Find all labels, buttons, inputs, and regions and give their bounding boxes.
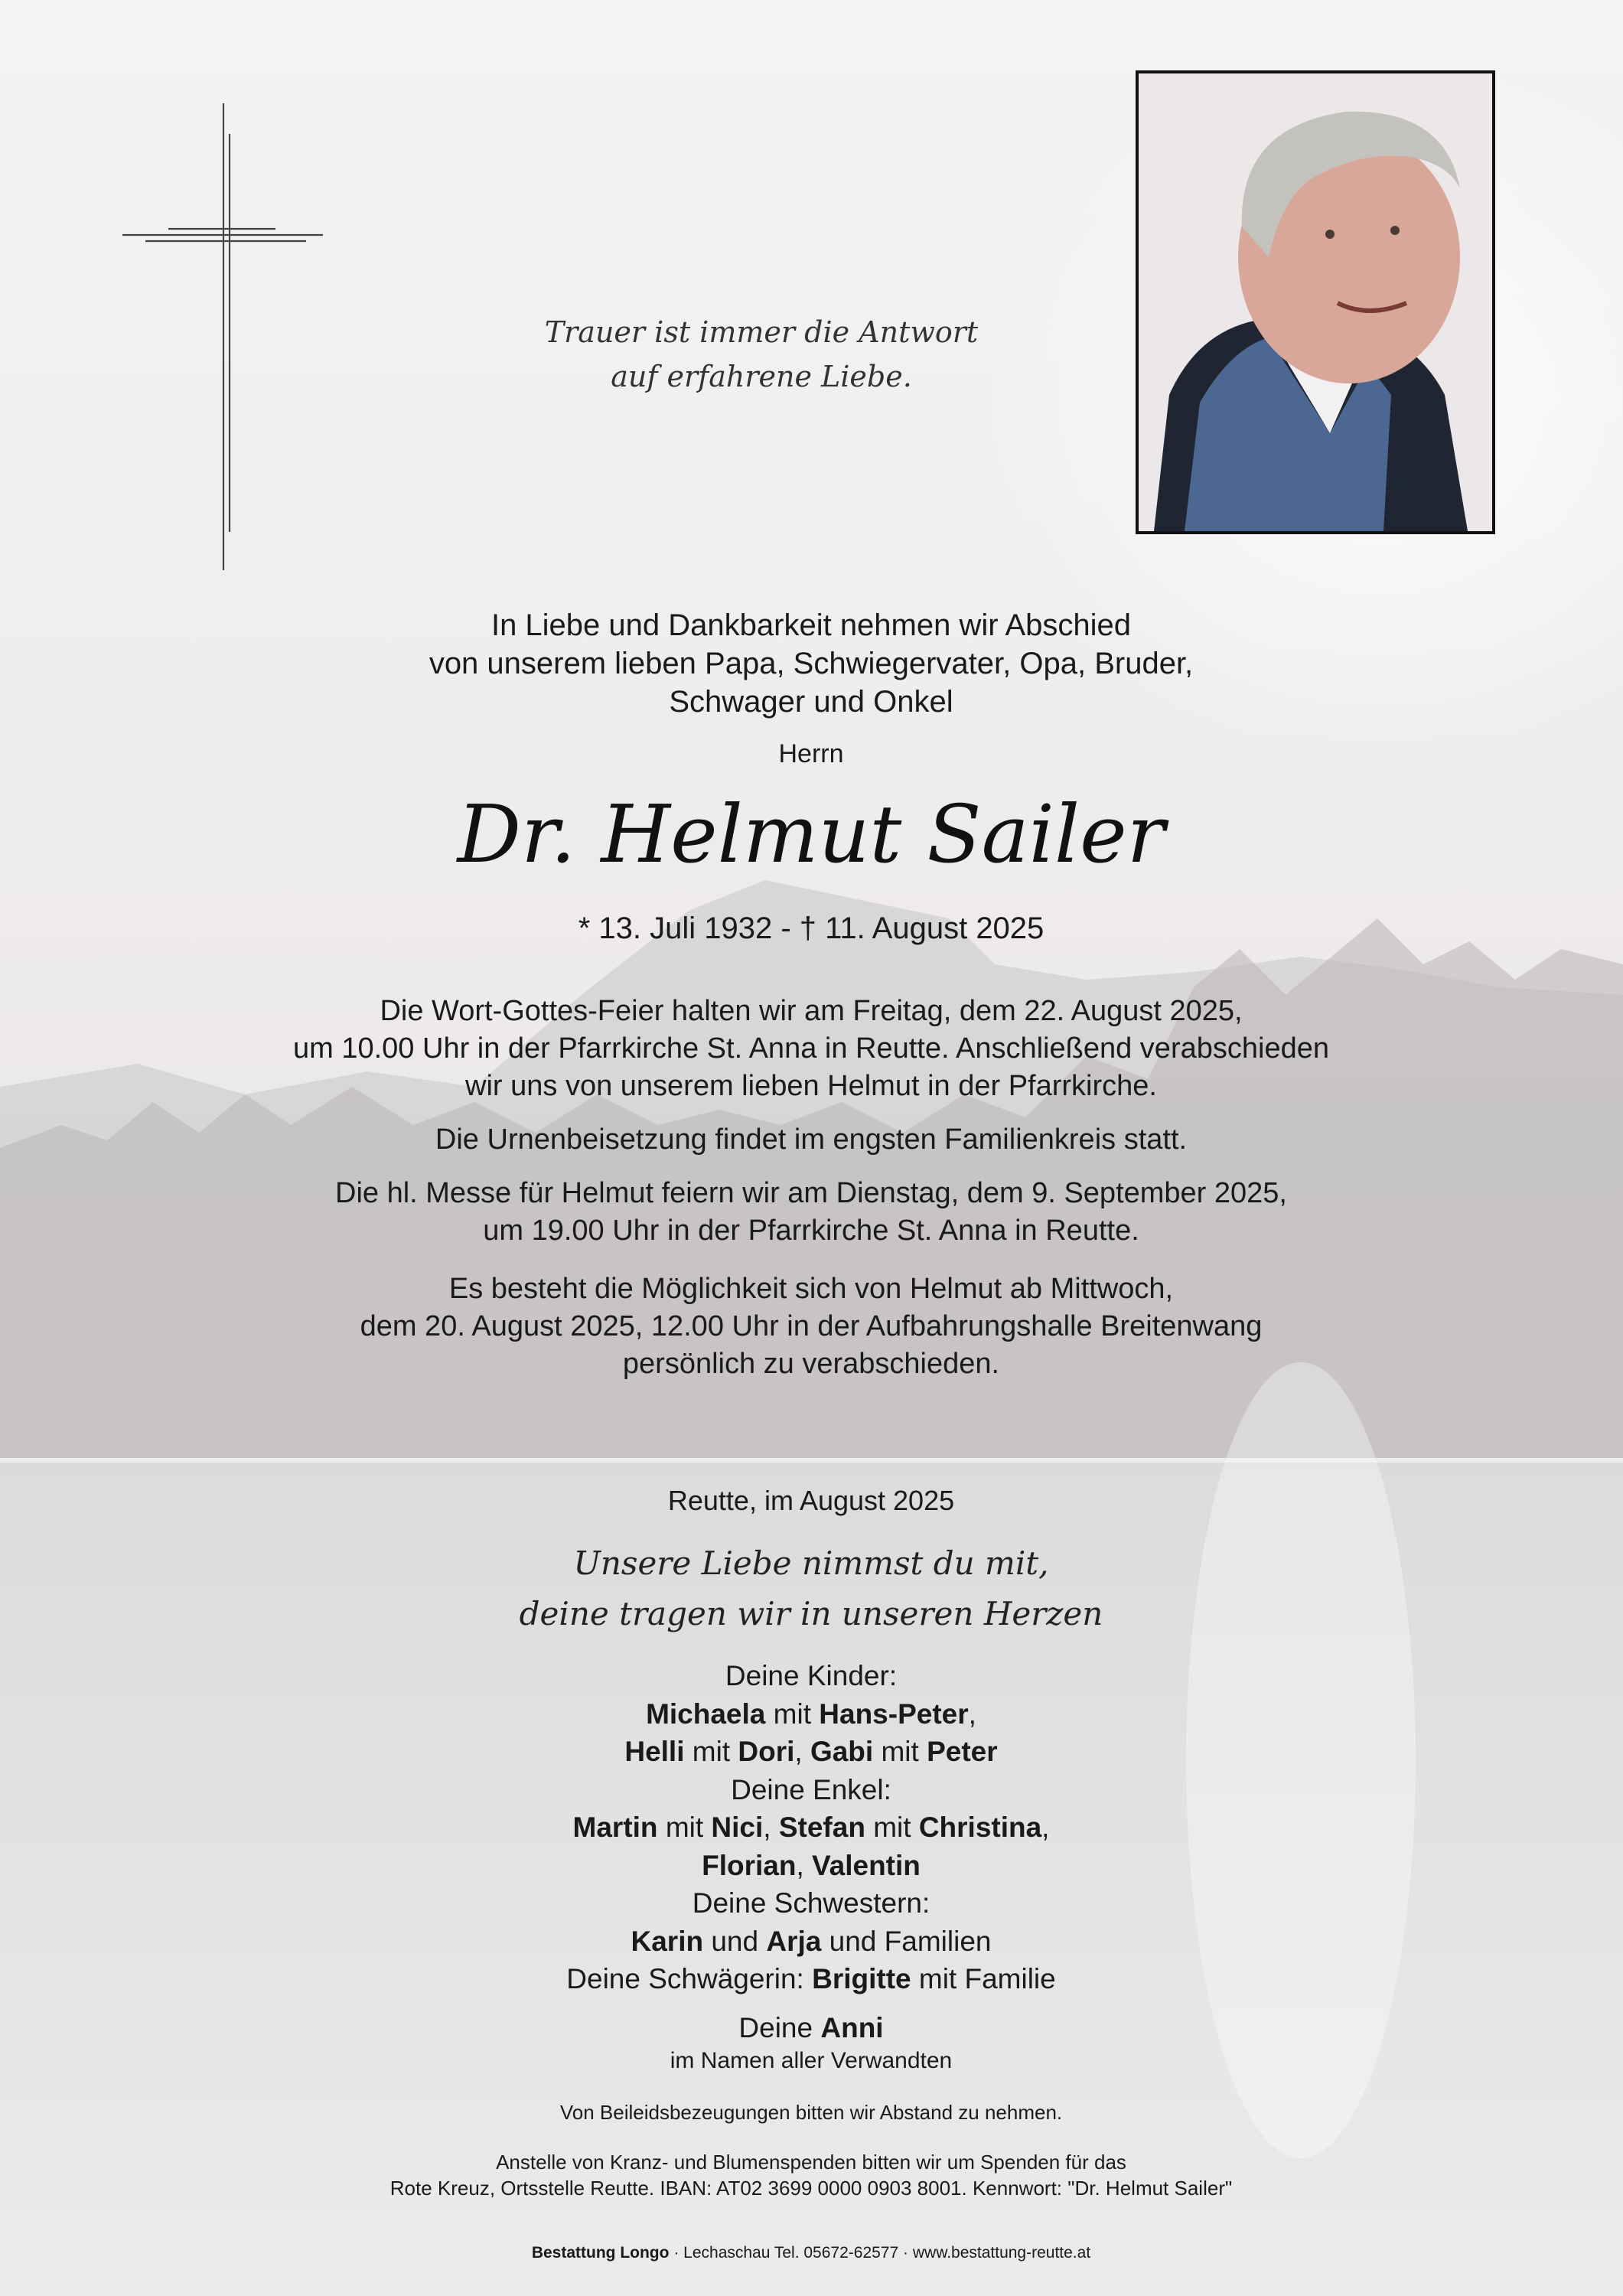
condolence-notice: Von Beileidsbezeugungen bitten wir Abstand zu nehmen. xyxy=(559,2101,1063,2124)
donation-line-2: Rote Kreuz, Ortsstelle Reutte. IBAN: AT02 3699 0000 0903 8001. Kennwort: "Dr. Helmut Sailer" xyxy=(389,2177,1233,2200)
motto-line-2: auf erfahrene Liebe. xyxy=(611,360,912,393)
grandchildren-line-1: Martin mit Nici, Stefan mit Christina, xyxy=(572,1812,1050,1843)
grandchildren-line-2: Florian, Valentin xyxy=(702,1849,921,1881)
intro-line-1: In Liebe und Dankbarkeit nehmen wir Abschied xyxy=(490,608,1132,642)
verse-line-1: Unsere Liebe nimmst du mit, xyxy=(573,1544,1049,1582)
life-dates: * 13. Juli 1932 - † 11. August 2025 xyxy=(578,912,1045,945)
donation-notice xyxy=(122,2149,1500,2201)
intro-line-3: Schwager und Onkel xyxy=(669,685,953,719)
footer-company: Bestattung Longo xyxy=(531,2244,670,2262)
viewing-text xyxy=(122,1270,1500,1383)
grandchildren-label: Deine Enkel: xyxy=(731,1773,891,1805)
anni-line: Deine Anni xyxy=(738,2011,884,2043)
viewing-line-1: Es besteht die Möglichkeit sich von Helmut ab Mittwoch, xyxy=(448,1273,1174,1305)
deceased-name: Dr. Helmut Sailer xyxy=(457,788,1165,881)
mourners-list xyxy=(122,1657,1500,2076)
viewing-line-3: persönlich zu verabschieden. xyxy=(622,1348,1000,1380)
ceremony-text xyxy=(122,993,1500,1105)
intro-line-2: von unserem lieben Papa, Schwiegervater, Opa, Bruder, xyxy=(429,647,1194,680)
portrait-photo xyxy=(1136,70,1495,534)
verse-line-2: deine tragen wir in unseren Herzen xyxy=(519,1595,1103,1632)
children-line-2: Helli mit Dori, Gabi mit Peter xyxy=(624,1736,998,1767)
children-label: Deine Kinder: xyxy=(725,1660,898,1691)
farewell-verse xyxy=(122,1538,1500,1639)
footer-website[interactable]: www.bestattung-reutte.at xyxy=(912,2244,1091,2262)
relatives-line: im Namen aller Verwandten xyxy=(670,2048,953,2073)
sisters-line: Karin und Arja und Familien xyxy=(631,1925,992,1957)
donation-line-1: Anstelle von Kranz- und Blumenspenden bitten wir um Spenden für das xyxy=(496,2151,1126,2174)
footer-location: Lechaschau Tel. 05672-62577 xyxy=(683,2244,899,2262)
place-date: Reutte, im August 2025 xyxy=(667,1485,955,1516)
intro-text xyxy=(122,606,1500,721)
mass-line-1: Die hl. Messe für Helmut feiern wir am Dienstag, dem 9. September 2025, xyxy=(335,1177,1287,1209)
ceremony-line-3: wir uns von unserem lieben Helmut in der Pfarrkirche. xyxy=(465,1070,1157,1102)
ceremony-line-1: Die Wort-Gottes-Feier halten wir am Freitag, dem 22. August 2025, xyxy=(380,995,1243,1027)
footer-separator-2: · xyxy=(903,2244,909,2262)
viewing-line-2: dem 20. August 2025, 12.00 Uhr in der Aufbahrungshalle Breitenwang xyxy=(360,1310,1263,1342)
motto-line-1: Trauer ist immer die Antwort xyxy=(544,315,979,349)
funeral-home-footer xyxy=(122,2242,1500,2264)
motto-quote xyxy=(459,310,1064,399)
salutation: Herrn xyxy=(778,739,844,768)
cross-icon xyxy=(122,103,329,574)
footer-separator-1: · xyxy=(673,2244,680,2262)
sisters-label: Deine Schwestern: xyxy=(692,1887,930,1919)
ceremony-line-2: um 10.00 Uhr in der Pfarrkirche St. Anna in Reutte. Anschließend verabschieden xyxy=(293,1032,1329,1065)
sister-in-law-line: Deine Schwägerin: Brigitte mit Familie xyxy=(566,1963,1056,1994)
urn-text: Die Urnenbeisetzung findet im engsten Familienkreis statt. xyxy=(435,1124,1188,1156)
mass-line-2: um 19.00 Uhr in der Pfarrkirche St. Anna in Reutte. xyxy=(483,1215,1139,1247)
children-line-1: Michaela mit Hans-Peter, xyxy=(646,1698,976,1730)
mass-text xyxy=(122,1175,1500,1250)
